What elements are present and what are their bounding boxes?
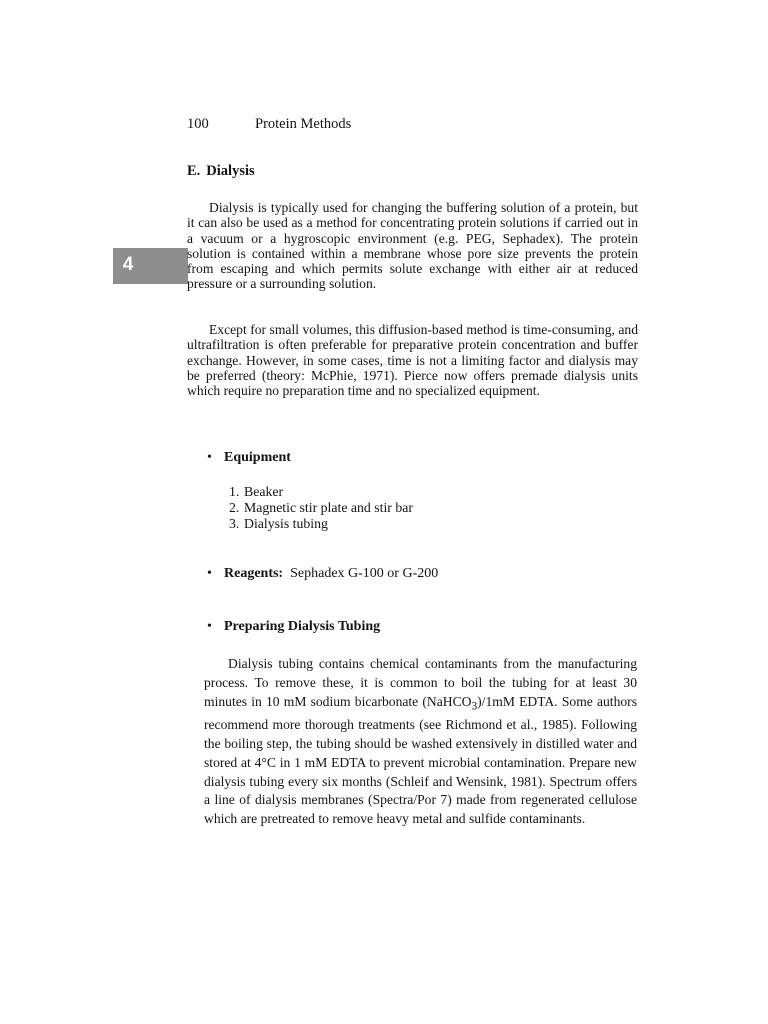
bullet-icon: • bbox=[207, 566, 212, 581]
subscript-three: 3 bbox=[471, 700, 478, 713]
chapter-tab bbox=[113, 248, 188, 284]
equipment-list bbox=[229, 484, 413, 532]
reagents-heading-label: Reagents: bbox=[224, 566, 284, 581]
list-item-text: Magnetic stir plate and stir bar bbox=[244, 500, 413, 515]
running-head bbox=[187, 116, 351, 133]
book-title: Protein Methods bbox=[255, 116, 352, 132]
list-item bbox=[229, 500, 413, 516]
preparing-text-part-2: )/1mM EDTA. Some authors recommend more thorough treatments (see Richmond et al., 1985). Following the boiling step, the tubing should be washed extensively in distilled water and stored at 4°C in 1 mM EDTA to prevent microbial contamination. Prepare new dialysis tubing every six months (Schleif and Wensink, 1981). Spectrum offers a line of dialysis membranes (Spectra/Por 7) made from regenerated cellulose which are pretreated to remove heavy metal and sulfide contaminants. bbox=[204, 693, 637, 827]
preparing-heading bbox=[207, 619, 380, 635]
section-letter: E. bbox=[187, 163, 201, 179]
bullet-icon: • bbox=[207, 619, 212, 634]
section-title: Dialysis bbox=[206, 163, 255, 179]
list-item-text: Beaker bbox=[244, 484, 284, 499]
list-item-number: 1. bbox=[229, 484, 240, 499]
list-item-number: 2. bbox=[229, 500, 240, 515]
preparing-paragraph bbox=[204, 655, 637, 829]
list-item-number: 3. bbox=[229, 516, 240, 531]
section-heading bbox=[187, 163, 255, 180]
preparing-text-part-1: Dialysis tubing contains chemical contaminants from the manufacturing process. To remove these, it is common to boil the tubing for at least 30 minutes in 10 mM sodium bicarbonate (NaHCO bbox=[204, 656, 637, 709]
chapter-number: 4 bbox=[122, 254, 134, 275]
list-item-text: Dialysis tubing bbox=[244, 516, 328, 531]
reagents-line bbox=[207, 566, 438, 582]
intro-paragraph: Dialysis is typically used for changing the buffering solution of a protein, but it can also be used as a method for concentrating protein solutions if carried out in a vacuum or a hygroscopic environment (e.g. PEG, Sephadex). The protein solution is contained within a membrane whose pore size prevents the protein from escaping and which permits solute exchange with either air at reduced pressure or a surrounding solution. bbox=[187, 200, 638, 292]
preparing-heading-label: Preparing Dialysis Tubing bbox=[224, 619, 381, 634]
equipment-heading bbox=[207, 450, 291, 466]
bullet-icon: • bbox=[207, 450, 212, 465]
diffusion-paragraph: Except for small volumes, this diffusion-based method is time-consuming, and ultrafiltration is often preferable for preparative protein concentration and buffer exchange. However, in some cases, time is not a limiting factor and dialysis may be preferred (theory: McPhie, 1971). Pierce now offers premade dialysis units which require no preparation time and no specialized equipment. bbox=[187, 322, 638, 399]
list-item bbox=[229, 484, 413, 500]
list-item bbox=[229, 516, 413, 532]
equipment-heading-label: Equipment bbox=[224, 450, 291, 465]
page-number: 100 bbox=[187, 116, 209, 132]
reagents-text: Sephadex G-100 or G-200 bbox=[290, 566, 439, 581]
